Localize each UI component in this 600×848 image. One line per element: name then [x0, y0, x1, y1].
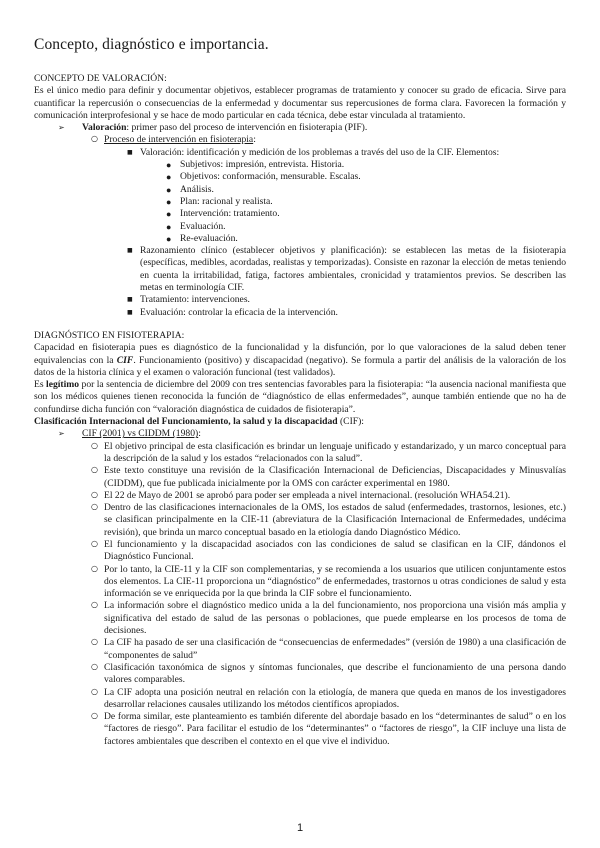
elementos-list [34, 159, 566, 245]
point-text: El funcionamiento y la discapacidad asociados con las condiciones de salud se clasifican en la CIF, dándonos el Diagnóstico Funcional. [104, 538, 566, 563]
circle-bullet-icon: ○ [91, 637, 98, 647]
elemento-text: Evaluación. [180, 220, 226, 232]
valoracion-term: Valoración [82, 122, 127, 134]
point-text: Clasificación taxonómica de signos y síntomas funcionales, que describe el funcionamiento de una persona dando valores comparables. [104, 661, 566, 686]
step-tratamiento-text: Tratamiento: intervenciones. [140, 294, 250, 306]
list-item [34, 441, 566, 466]
circle-bullet-icon: ○ [91, 661, 98, 671]
step-valoracion-text: Valoración: identificación y medición de los problemas a través del uso de la CIF. Elementos: [140, 146, 500, 158]
arrow-bullet-icon: ➢ [58, 429, 65, 439]
clasif-suffix: (CIF): [337, 416, 364, 428]
square-bullet-icon: ■ [127, 296, 133, 304]
square-bullet-icon: ■ [127, 148, 133, 156]
circle-bullet-icon: ○ [91, 538, 98, 548]
clasif-bold-b: , la salud y la discapacidad [228, 416, 338, 428]
point-text: La CIF adopta una posición neutral en relación con la etiología, de manera que queda en manos de los investigadores desarrollar relaciones causales utilizando los métodos científicos apropiados. [104, 686, 566, 710]
list-item [34, 208, 566, 220]
list-item [34, 564, 566, 601]
diagnostico-paragraph-1 [34, 342, 566, 379]
proceso-item [34, 134, 566, 146]
cif-points-list [34, 441, 566, 748]
legitimo-term: legítimo [46, 379, 80, 391]
diagnostico-paragraph-2 [34, 379, 566, 416]
point-text: Este texto constituye una revisión de la Clasificación Internacional de Deficiencias, Discapacidades y Minusvalías (CIDDM), que fue publicada inicialmente por la OMS con carácter experimental en 1980. [104, 465, 566, 489]
clasificacion-heading [34, 416, 566, 428]
point-text: La información sobre el diagnóstico medico unida a la del funcionamiento, nos proporciona una visión más amplia y significativa del estado de salud de las personas o poblaciones, que puede emplearse en los procesos de toma de decisiones. [104, 600, 566, 637]
step-valoracion [34, 147, 566, 159]
page-number: 1 [296, 822, 304, 834]
circle-bullet-icon: ○ [91, 686, 98, 696]
point-text: De forma similar, este planteamiento es también diferente del abordaje basado en los “determinantes de salud” o en los “factores de riesgo”. Para facilitar el estudio de los “determinantes” o “factores de riesgo”, la CIF incluye una lista de factores ambientales que describen el contexto en el que vive el individuo. [104, 711, 566, 747]
p2-text-b: por la sentencia de diciembre del 2009 con tres sentencias favorables para la fisioterapia: “la ausencia nacional manifiesta que son los médicos quienes tienen reconocida la función de “diagnóstico de ellas enfermedades”, aunque también entiende que no ha de confundirse dicha función con “valoración diagnóstica de cuidados de fisioterapia”. [34, 379, 567, 415]
list-item [34, 600, 566, 637]
step-razonamiento-text: Razonamiento clínico (establecer objetivos y planificación): se establecen las metas de la fisioterapia (específicas, medibles, acordadas, realistas y temporizadas). Consiste en razonar la elección de metas teniendo en cuenta la irritabilidad, fatiga, factores ambientales, cronicidad y tratamientos previos. Se describen las metas en terminología CIF. [140, 245, 566, 294]
list-item [34, 502, 566, 539]
circle-bullet-icon: ○ [91, 502, 98, 512]
dot-bullet-icon: ● [166, 196, 172, 207]
list-item [34, 539, 566, 564]
cif-vs-bullet [34, 428, 566, 440]
list-item [34, 662, 566, 687]
p1-text-a: Capacidad en fisioterapia pues es diagnóstico de la funcionalidad y la disfunción, por lo que valoraciones de la salud deben tener equivalencias con la [34, 342, 566, 366]
circle-bullet-icon: ○ [91, 440, 98, 450]
square-bullet-icon: ■ [127, 247, 133, 255]
diagnostico-section [34, 330, 566, 748]
point-text: La CIF ha pasado de ser una clasificación de “consecuencias de enfermedades” (versión de 1980) a una clasificación de “componentes de salud” [104, 637, 566, 661]
list-item [34, 196, 566, 208]
valoracion-bullet [34, 122, 566, 134]
list-item [34, 490, 566, 502]
circle-bullet-icon: ○ [91, 465, 98, 475]
circle-bullet-icon: ○ [91, 600, 98, 610]
circle-bullet-icon: ○ [91, 711, 98, 721]
valoracion-section [34, 73, 566, 319]
elemento-text: Plan: racional y realista. [180, 195, 273, 207]
circle-bullet-icon: ○ [91, 563, 98, 573]
circle-bullet-icon: ○ [91, 134, 98, 144]
elemento-text: Re-evaluación. [180, 232, 238, 244]
document-title: Concepto, diagnóstico e importancia. [34, 36, 269, 53]
cif-term: CIF [116, 354, 134, 366]
proceso-colon: : [253, 134, 256, 146]
point-text: El 22 de Mayo de 2001 se aprobó para poder ser empleada a nivel internacional. (resolución WHA54.21). [104, 489, 511, 501]
proceso-label: Proceso de intervención en fisioterapia [104, 134, 254, 146]
dot-bullet-icon: ● [166, 233, 172, 244]
list-item [34, 221, 566, 233]
list-item [34, 159, 566, 171]
document-page [34, 36, 566, 748]
circle-bullet-icon: ○ [91, 489, 98, 499]
cif-vs-colon: : [198, 428, 201, 440]
list-item [34, 233, 566, 245]
list-item [34, 687, 566, 712]
point-text: Por lo tanto, la CIE-11 y la CIF son complementarias, y se recomienda a los usuarios que utilicen conjuntamente estos dos elementos. La CIE-11 proporciona un “diagnóstico” de enfermedades, trastornos u otras condiciones de salud y esta información se ve enriquecida por la que brinda la CIF sobre el funcionamiento. [104, 563, 566, 600]
step-tratamiento [34, 294, 566, 306]
list-item [34, 637, 566, 662]
list-item [34, 184, 566, 196]
dot-bullet-icon: ● [166, 184, 172, 195]
valoracion-heading: CONCEPTO DE VALORACIÓN: [34, 73, 167, 84]
dot-bullet-icon: ● [166, 209, 172, 220]
p1-text-b: . Funcionamiento (positivo) y discapacidad (negativo). Se formula a partir del análisis de la valoración de los datos de la historia clínica y el examen o valoración funcional (test validados). [34, 354, 566, 378]
arrow-bullet-icon: ➢ [58, 123, 65, 133]
valoracion-intro: Es el único medio para definir y documentar objetivos, establecer programas de tratamiento y conocer su grado de eficacia. Sirve para cuantificar la repercusión o consecuencias de la enfermedad y documentar sus repercusiones de forma clara. Favorecen la formación y comunicación interprofesional y se hace de modo particular en cada técnica, debe estar vinculada al tratamiento. [34, 85, 566, 121]
elemento-text: Objetivos: conformación, mensurable. Escalas. [180, 171, 361, 183]
square-bullet-icon: ■ [127, 308, 133, 316]
step-evaluacion [34, 307, 566, 319]
elemento-text: Subjetivos: impresión, entrevista. Historia. [180, 159, 345, 171]
list-item [34, 171, 566, 183]
list-item [34, 465, 566, 490]
point-text: El objetivo principal de esta clasificación es brindar un lenguaje unificado y estandarizado, y un marco conceptual para la descripción de la salud y los estados “relacionados con la salud”. [104, 440, 566, 464]
elemento-text: Intervención: tratamiento. [180, 208, 280, 220]
valoracion-bullet-text: : primer paso del proceso de intervención en fisioterapia (PIF). [126, 122, 368, 134]
dot-bullet-icon: ● [166, 160, 172, 171]
point-text: Dentro de las clasificaciones internacionales de la OMS, los estados de salud (enfermedades, trastornos, lesiones, etc.) se clasifican principalmente en la CIE-11 (abreviatura de la Clasificación Internacional de Enfermedades, undécima revisión), que brinda un marco conceptual basado en la etiología dando Diagnóstico Médico. [104, 502, 566, 538]
clasif-bold-a: Clasificación Internacional del Funcionamiento [34, 416, 229, 428]
list-item [34, 711, 566, 748]
cif-vs-label: CIF (2001) vs CIDDM (1980) [82, 428, 199, 440]
dot-bullet-icon: ● [166, 172, 172, 183]
elemento-text: Análisis. [180, 183, 214, 195]
step-razonamiento [34, 245, 566, 294]
p2-text-a: Es [34, 379, 47, 391]
diagnostico-heading: DIAGNÓSTICO EN FISIOTERAPIA: [34, 329, 185, 341]
step-evaluacion-text: Evaluación: controlar la eficacia de la intervención. [140, 306, 338, 318]
dot-bullet-icon: ● [166, 221, 172, 232]
